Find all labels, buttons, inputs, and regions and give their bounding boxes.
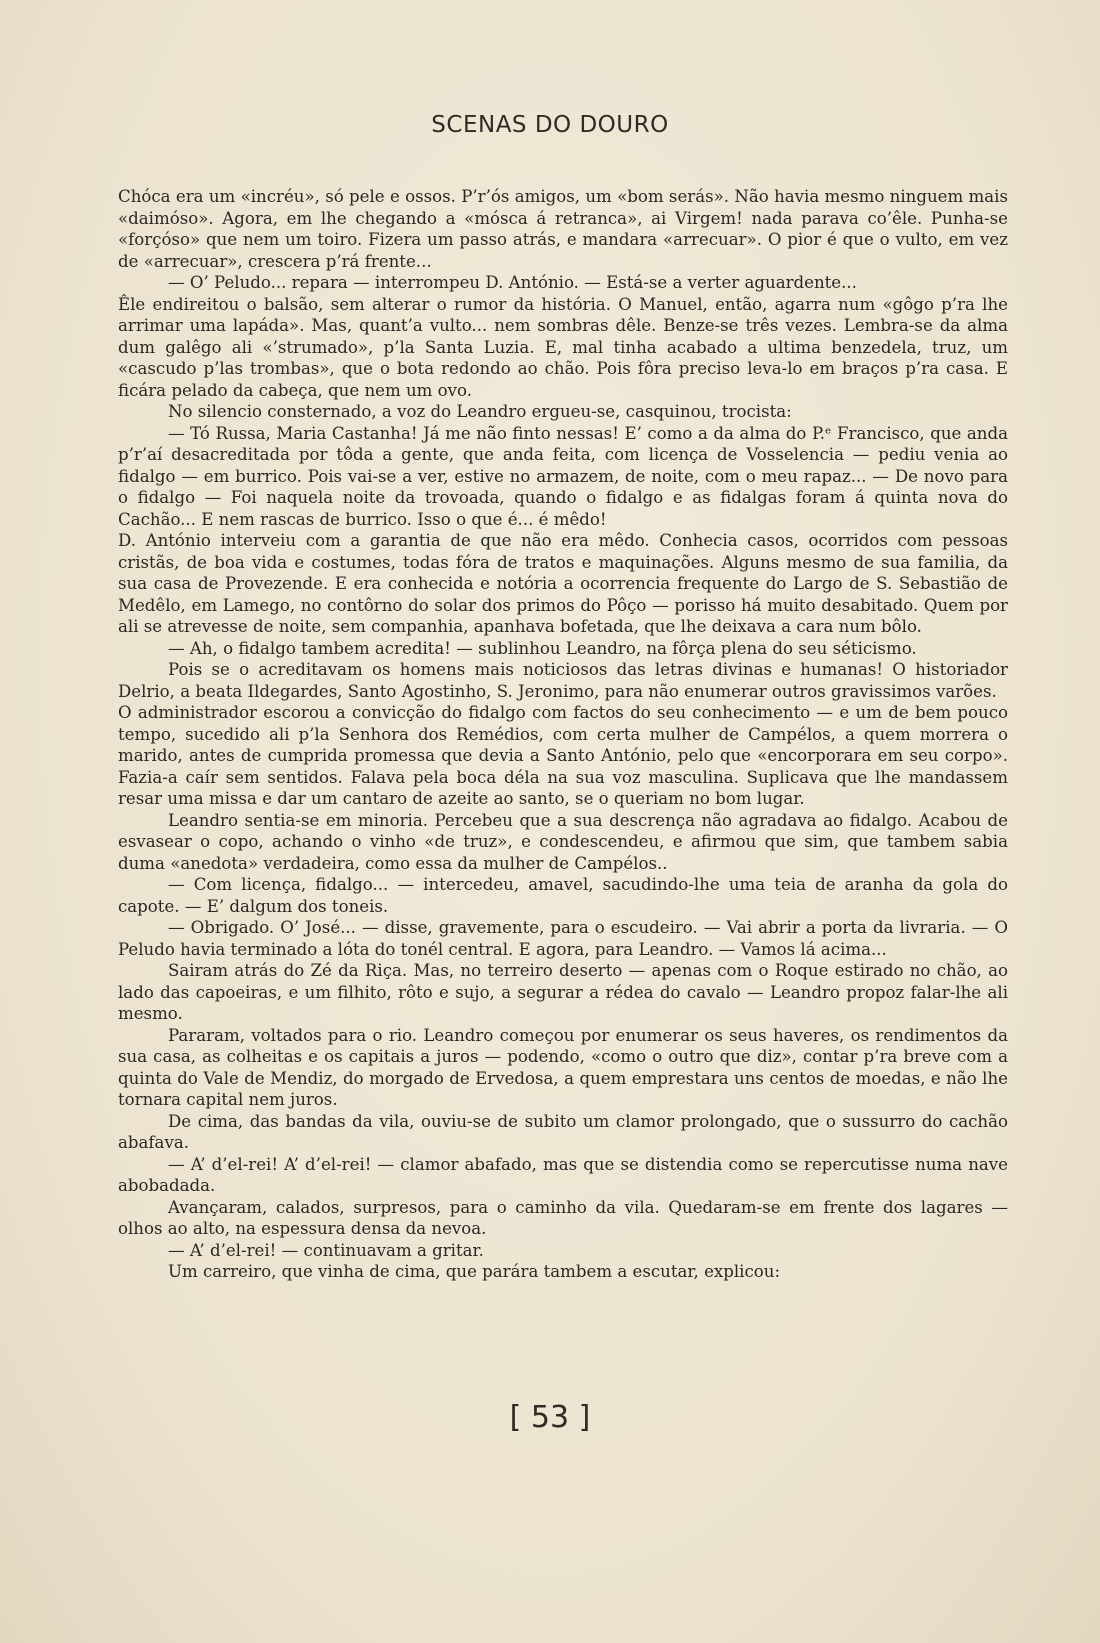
paragraph: Êle endireitou o balsão, sem alterar o rumor da história. O Manuel, então, agarra num «gôgo p’ra lhe arrimar uma lapáda». Mas, quant’a vulto... nem sombras dêle. Benze-se três vezes. Lembra-se da alma dum galêgo ali «’strumado», p’la Santa Luzia. E, mal tinha acabado a ultima benzedela, truz, um «cascudo p’las trombas», que o bota redondo ao chão. Pois fôra preciso leva-lo em braços p’ra casa. E ficára pelado da cabeça, que nem um ovo. — [118, 294, 1008, 400]
paragraph: — Ah, o fidalgo tambem acredita! — sublinhou Leandro, na fôrça plena do seu séticismo. — [168, 638, 917, 658]
paragraph: — Obrigado. O’ José... — disse, gravemente, para o escudeiro. — Vai abrir a porta da livraria. — O Peludo havia terminado a lóta do tonél central. E agora, para Leandro. — Vamos lá acima... — [118, 918, 1008, 959]
paragraph: Leandro sentia-se em minoria. Percebeu que a sua descrença não agradava ao fidalgo. Acabou de esvasear o copo, achando o vinho «de truz», e condescendeu, e afirmou que sim, que tambem sabia duma «anedota» verdadeira, como essa da mulher de Campélos.. — [118, 810, 1008, 873]
paragraph: Um carreiro, que vinha de cima, que parára tambem a escutar, explicou: — [168, 1262, 781, 1281]
paragraph: — A’ d’el-rei! — continuavam a gritar. — [168, 1240, 484, 1260]
paragraph: Sairam atrás do Zé da Riça. Mas, no terreiro deserto — apenas com o Roque estirado no chão, ao lado das capoeiras, e um filhito, rôto e sujo, a segurar a rédea do cavalo — Leandro propoz falar-lhe ali mesmo. — [118, 961, 1008, 1023]
paragraph: O administrador escorou a convicção do fidalgo com factos do seu conhecimento — e um de bem pouco tempo, sucedido ali p’la Senhora dos Remédios, com certa mulher de Campélos, a quem morrera o marido, antes de cumprida promessa que devia a Santo António, pelo que «encorporara em seu corpo». Fazia-a caír sem sentidos. Falava pela boca déla na sua voz masculina. Suplicava que lhe mandassem resar uma missa e dar um cantaro de azeite ao santo, se o queriam no bom lugar. — [118, 703, 1008, 808]
paragraph: — O’ Peludo... repara — interrompeu D. António. — Está-se a verter aguardente... — [168, 273, 857, 292]
body-text — [118, 186, 1008, 1283]
paragraph: De cima, das bandas da vila, ouviu-se de subito um clamor prolongado, que o sussurro do cachão abafava. — [118, 1111, 1008, 1152]
paragraph: No silencio consternado, a voz do Leandro ergueu-se, casquinou, trocista: — [168, 402, 792, 421]
paragraph: Pararam, voltados para o rio. Leandro começou por enumerar os seus haveres, os rendimentos da sua casa, as colheitas e os capitais a juros — podendo, «como o outro que diz», contar p’ra breve com a quinta do Vale de Mendiz, do morgado de Ervedosa, a quem emprestara uns centos de moedas, e não lhe tornara capital nem juros. — [118, 1025, 1008, 1109]
running-head: SCENAS DO DOURO — [431, 112, 669, 138]
page-number: [ 53 ] — [509, 1400, 591, 1435]
paragraph: — Tó Russa, Maria Castanha! Já me não finto nessas! E’ como a da alma do P.ᵉ Francisco, que anda p’r’aí desacreditada por tôda a gente, que anda feita, com licença de Vosselencia — pediu venia ao fidalgo — em burrico. Pois vai-se a ver, estive no armazem, de noite, com o meu rapaz... — De novo para o fidalgo — Foi naquela noite da trovoada, quando o fidalgo e as fidalgas foram á quinta nova do Cachão... E nem rascas de burrico. Isso o que é... é mêdo! — [118, 423, 1008, 529]
paragraph: — Com licença, fidalgo... — intercedeu, amavel, sacudindo-lhe uma teia de aranha da gola do capote. — E’ dalgum dos toneis. — [118, 875, 1008, 916]
paragraph: Pois se o acreditavam os homens mais noticiosos das letras divinas e humanas! O historiador Delrio, a beata Ildegardes, Santo Agostinho, S. Jeronimo, para não enumerar outros gravissimos varões. — [118, 660, 1008, 701]
paragraph: Avançaram, calados, surpresos, para o caminho da vila. Quedaram-se em frente dos lagares — olhos ao alto, na espessura densa da nevoa. — [118, 1197, 1008, 1238]
paragraph: Chóca era um «incréu», só pele e ossos. P’r’ós amigos, um «bom serás». Não havia mesmo ninguem mais «daimóso». Agora, em lhe chegando a «mósca á retranca», ai Virgem! nada parava co’êle. Punha-se «forçóso» que nem um toiro. Fizera um passo atrás, e mandara «arrecuar». O pior é que o vulto, em vez de «arrecuar», crescera p’rá frente... — [118, 187, 1008, 271]
paragraph: D. António interveiu com a garantia de que não era mêdo. Conhecia casos, ocorridos com pessoas cristãs, de boa vida e costumes, todas fóra de tratos e maquinações. Alguns mesmo de sua familia, da sua casa de Provezende. E era conhecida e notória a ocorrencia frequente do Largo de S. Sebastião de Medêlo, em Lamego, no contôrno do solar dos primos do Pôço — porisso há muito desabitado. Quem por ali se atrevesse de noite, sem companhia, apanhava bofetada, que lhe deixava a cara num bôlo. — [118, 531, 1008, 636]
paragraph: — A’ d’el-rei! A’ d’el-rei! — clamor abafado, mas que se distendia como se repercutisse numa nave abobadada. — [118, 1154, 1008, 1195]
